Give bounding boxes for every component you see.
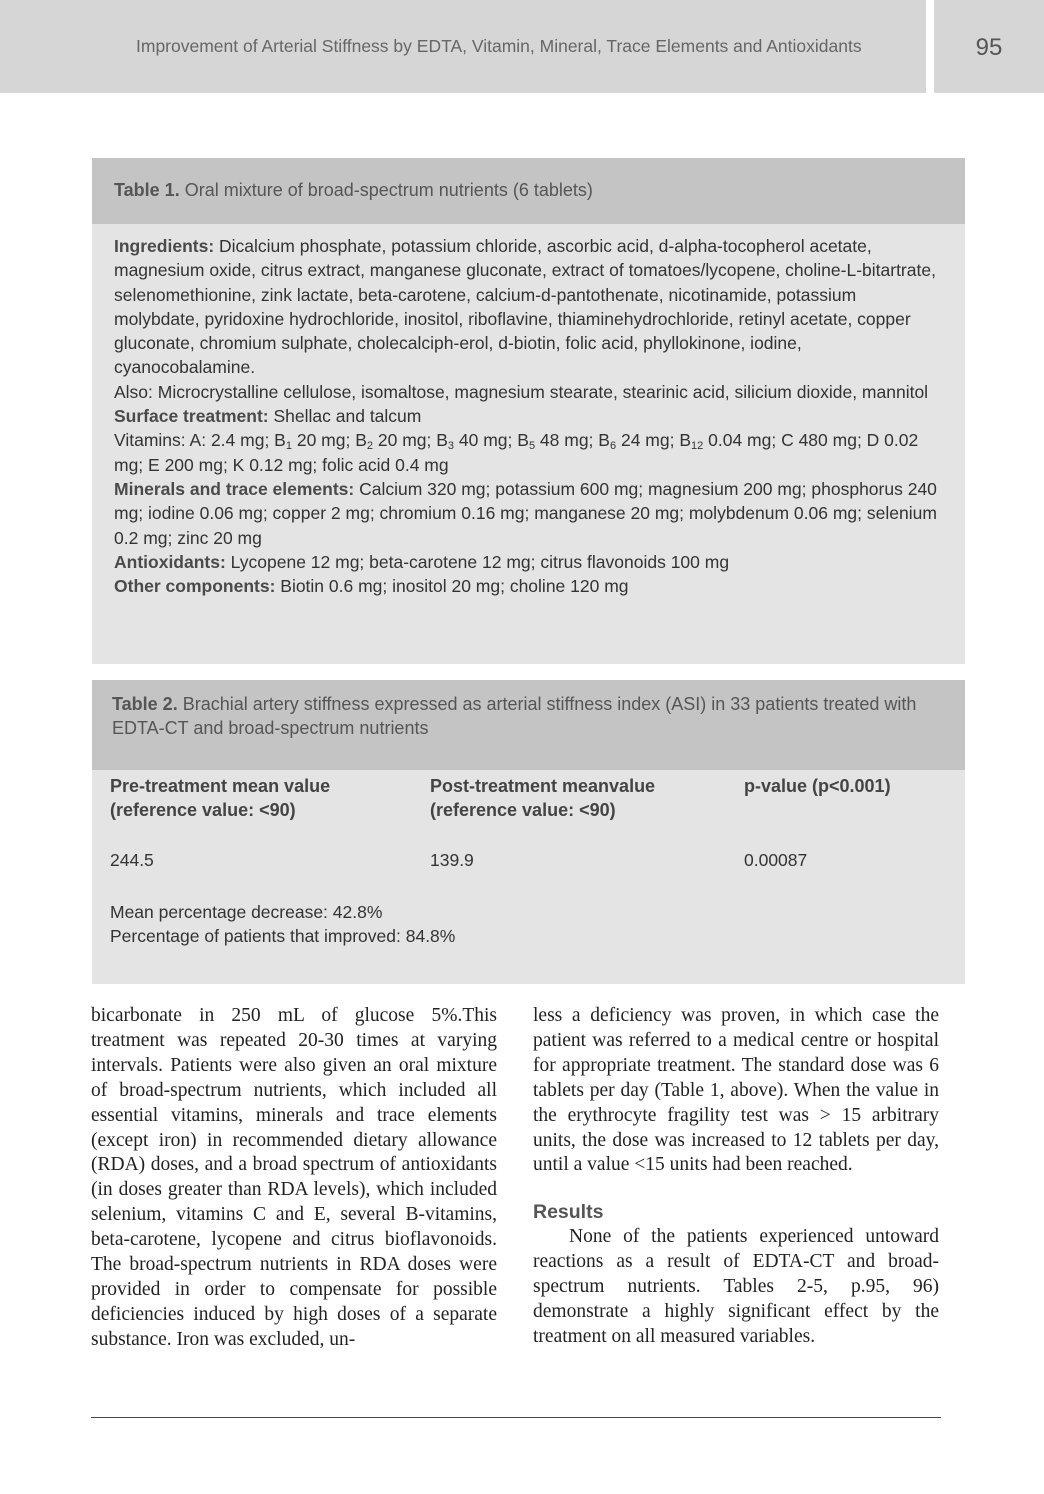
column-header-line: Pre-treatment mean value: [110, 776, 331, 796]
cell-pre-value: 244.5: [110, 850, 154, 870]
running-title: Improvement of Arterial Stiffness by EDTA, Vitamin, Mineral, Trace Elements and Antioxidants: [136, 36, 862, 56]
subscript: 2: [366, 440, 373, 453]
minerals-label: Minerals and trace elements:: [114, 478, 355, 499]
vitamins-text: 20 mg; B: [291, 430, 367, 451]
ingredients-paragraph: [114, 234, 937, 380]
column-header-pre: [110, 774, 330, 822]
vitamins-text: 40 mg; B: [454, 430, 529, 451]
mean-decrease: Mean percentage decrease: 42.8%: [110, 902, 383, 922]
vitamins-text: 20 mg; B: [373, 430, 448, 451]
right-text-column: [533, 1004, 939, 1350]
other-components-label: Other components:: [114, 576, 276, 597]
surface-text: Shellac and talcum: [268, 406, 422, 427]
subscript: 6: [609, 440, 617, 453]
subscript: 3: [447, 440, 455, 453]
body-paragraph: bicarbonate in 250 mL of glucose 5%.This treatment was repeated 20-30 times at varying intervals. Patients were also given an oral mixture of broad-spectrum nutrients, which included all essential vitamins, minerals and trace elements (except iron) in recommended dietary allowance (RDA) doses, and a broad spectrum of antioxidants (in doses greater than RDA levels), which included selenium, vitamins C and E, several B-vitamins, beta-carotene, lycopene and citrus bioflavonoids. The broad-spectrum nutrients in RDA doses were provided in order to compensate for possible deficiencies induced by high doses of a separate substance. Iron was excluded, un-: [91, 1005, 497, 1350]
vitamins-text: Vitamins: A: 2.4 mg; B: [114, 430, 286, 451]
subscript: 12: [691, 440, 704, 453]
page-number: 95: [975, 34, 1003, 61]
column-header-p-value: [744, 774, 891, 798]
minerals-paragraph: [114, 477, 937, 550]
table-2-body: [92, 770, 965, 984]
other-components-paragraph: [114, 574, 937, 598]
column-header-line: (reference value: <90): [430, 800, 616, 820]
column-header-line: p-value (p<0.001): [744, 776, 891, 796]
table-2-caption: [92, 680, 965, 770]
vitamins-text: 48 mg; B: [535, 430, 610, 451]
table-2: [92, 680, 965, 984]
surface-label: Surface treatment:: [114, 406, 269, 427]
column-header-line: Post-treatment meanvalue: [430, 776, 656, 796]
ingredients-label: Ingredients:: [114, 236, 215, 256]
cell-p-value: 0.00087: [744, 850, 808, 870]
table-1-label: Table 1.: [114, 180, 180, 200]
ingredients-text: Dicalcium phosphate, potassium chloride, ascorbic acid, d-alpha-tocopherol acetate, magnesium oxide, citrus extract, manganese gluconate, extract of tomatoes/lycopene, choline-L-bitartrate, selenomethionine, zink lactate, beta-carotene, calcium-d-pantothenate, nicotinamide, potassium molybdate, pyridoxine hydrochloride, inositol, riboflavine, thiaminehydrochloride, retinyl acetate, copper gluconate, chromium sulphate, cholecalciph-erol, d-biotin, folic acid, phyllokinone, iodine, cyanocobalamine.: [114, 236, 936, 378]
vitamins-paragraph: [114, 428, 937, 477]
table-1-body: [92, 224, 965, 664]
body-paragraph: None of the patients experienced untoward reactions as a result of EDTA-CT and broad-spectrum nutrients. Tables 2-5, p.95, 96) demonstrate a highly significant effect by the treatment on all measured variables.: [533, 1226, 939, 1347]
antioxidants-label: Antioxidants:: [114, 551, 226, 572]
table-1: [92, 158, 965, 664]
minerals-text: Calcium 320 mg; potassium 600 mg; magnesium 200 mg; phosphorus 240 mg; iodine 0.06 mg; copper 2 mg; chromium 0.16 mg; manganese 20 mg; molybdenum 0.06 mg; selenium 0.2 mg; zinc 20 mg: [114, 478, 937, 548]
footer-rule: [91, 1417, 941, 1418]
table-2-label: Table 2.: [112, 694, 178, 714]
other-components-text: Biotin 0.6 mg; inositol 20 mg; choline 120 mg: [275, 576, 629, 597]
table-2-caption-text: Brachial artery stiffness expressed as arterial stiffness index (ASI) in 33 patients treated with EDTA-CT and broad-spectrum nutrients: [112, 694, 917, 738]
body-paragraph: less a deficiency was proven, in which case the patient was referred to a medical centre or hospital for appropriate treatment. The standard dose was 6 tablets per day (Table 1, above). When the value in the erythrocyte fragility test was > 15 arbitrary units, the dose was increased to 12 tablets per day, until a value <15 units had been reached.: [533, 1005, 939, 1176]
vitamins-text: 0.04 mg; C 480 mg; D 0.02 mg; E 200 mg; K 0.12 mg; folic acid 0.4 mg: [114, 430, 919, 475]
surface-paragraph: [114, 404, 937, 428]
column-header-line: (reference value: <90): [110, 800, 296, 820]
also-paragraph: Also: Microcrystalline cellulose, isomaltose, magnesium stearate, stearinic acid, silicium dioxide, mannitol: [114, 381, 929, 402]
table-1-caption-text: Oral mixture of broad-spectrum nutrients (6 tablets): [179, 180, 593, 200]
antioxidants-text: Lycopene 12 mg; beta-carotene 12 mg; citrus flavonoids 100 mg: [225, 551, 730, 572]
vitamins-text: 24 mg; B: [616, 430, 691, 451]
table-1-caption: [92, 158, 965, 224]
subscript: 1: [285, 440, 292, 453]
improved-percentage: Percentage of patients that improved: 84.8%: [110, 926, 456, 946]
subscript: 5: [528, 440, 536, 453]
left-text-column: [91, 1004, 497, 1353]
results-heading: Results: [533, 1201, 604, 1224]
table-2-summary: [110, 900, 455, 948]
column-header-post: [430, 774, 655, 822]
antioxidants-paragraph: [114, 550, 937, 574]
cell-post-value: 139.9: [430, 850, 474, 870]
